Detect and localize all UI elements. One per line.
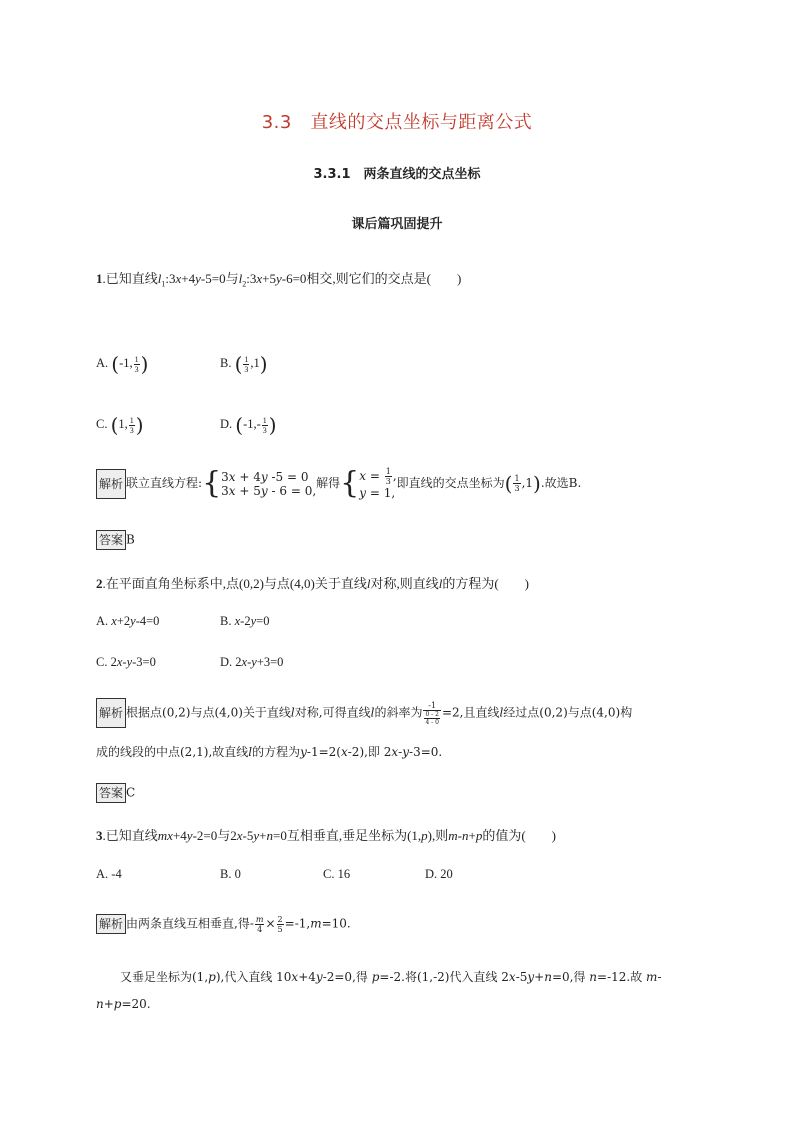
q1-option-b[interactable]: B. ( $\frac{1}{3}$ ,1) xyxy=(220,352,268,376)
q1-option-c[interactable]: C. (1, $\frac{1}{3}$ ) xyxy=(96,413,144,437)
q2-option-b[interactable]: B. x-2y=0 xyxy=(220,614,270,628)
section-heading: 课后篇巩固提升 xyxy=(351,217,443,232)
q3-option-a[interactable]: A. -4 xyxy=(96,867,122,881)
q3-analysis-line1: 解析 由两条直线互相垂直,得- $\frac{m}{4}$ × $\frac{2}{5}$ =-1,m=10. xyxy=(96,914,351,934)
q3-option-b[interactable]: B. 0 xyxy=(220,867,241,881)
q3-option-c[interactable]: C. 16 xyxy=(323,867,351,881)
q2-answer-value: C xyxy=(126,785,136,800)
q2-answer xyxy=(96,783,135,803)
q1-answer xyxy=(96,530,135,550)
question-3: 3.已知直线mx+4y-2=0与2x-5y+n=0互相垂直,垂足坐标为(1,p),则m-n+p的值为( ) xyxy=(96,828,556,843)
page-title: 3.3 直线的交点坐标与距离公式 xyxy=(261,112,533,133)
analysis-label: 解析 xyxy=(96,698,126,728)
q1-answer-value: B xyxy=(126,532,135,547)
q3-option-d[interactable]: D. 20 xyxy=(425,867,453,881)
answer-label: 答案 xyxy=(96,530,126,550)
q1-option-a[interactable]: A. (-1, $\frac{1}{3}$ ) xyxy=(96,352,149,376)
analysis-label: 解析 xyxy=(96,469,126,499)
q2-option-c[interactable]: C. 2x-y-3=0 xyxy=(96,655,156,669)
q3-analysis-line2: 又垂足坐标为(1,p),代入直线 10x+4y-2=0,得 p=-2.将(1,-2)代入直线 2x-5y+n=0,得 n=-12.故 m- xyxy=(120,970,662,984)
q1-option-d[interactable]: D. (-1,- $\frac{1}{3}$ ) xyxy=(220,413,277,437)
analysis-label: 解析 xyxy=(96,914,126,934)
answer-label: 答案 xyxy=(96,783,126,803)
q3-analysis-line3: n+p=20. xyxy=(96,997,151,1011)
question-1: 1.已知直线$l_1:3x+4y-5=0$与$l_2:3x+5y-6=0$相交,则它们的交点是( ) xyxy=(96,271,462,289)
q2-option-a[interactable]: A. x+2y-4=0 xyxy=(96,614,160,628)
q2-option-d[interactable]: D. 2x-y+3=0 xyxy=(220,655,284,669)
q2-analysis-line1: 解析 根据点(0,2)与点(4,0)关于直线l对称,可得直线l的斜率为 $\frac{-1}{\frac{0 - 2}{4 - 0}}$ =2,且直线l经过点(0,2)与点(4,0)构 xyxy=(96,698,632,728)
q1-analysis: 解析 联立直线方程:{3x + 4y -5 = 0 3x + 5y - 6 = 0,解得{x = $\frac{1}{3}$ , y = 1,即直线的交点坐标为( $\frac{1}{3}$ ,1).故选B. xyxy=(96,467,581,500)
question-2: 2.在平面直角坐标系中,点(0,2)与点(4,0)关于直线l对称,则直线l的方程为( ) xyxy=(96,576,530,591)
subsection-title: 3.3.1 两条直线的交点坐标 xyxy=(313,167,481,182)
q2-analysis-line2: 成的线段的中点(2,1),故直线l的方程为y-1=2(x-2),即 2x-y-3=0. xyxy=(96,745,443,759)
